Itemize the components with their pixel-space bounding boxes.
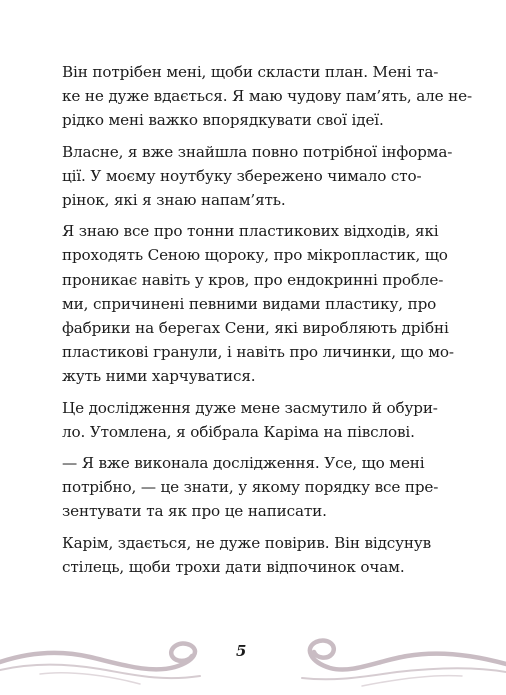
page-number: 5 <box>236 642 247 660</box>
text-line: пластикові гранули, і навіть про личинки, що мо- <box>62 343 454 362</box>
text-line: ми, спричинені певними видами пластику, про <box>62 294 437 313</box>
paragraph <box>62 219 452 388</box>
text-line: стілець, щоби трохи дати відпочинок очам. <box>62 557 405 576</box>
text-line: потрібно, — це знати, у якому порядку все пре- <box>62 478 439 497</box>
text-line: зентувати та як про це написати. <box>62 502 327 521</box>
text-line: рідко мені важко впорядкувати свої ідеї. <box>62 111 384 130</box>
left-swirl-ornament <box>0 612 215 692</box>
text-line: жуть ними харчуватися. <box>62 367 256 386</box>
text-line: фабрики на берегах Сени, які виробляють дрібні <box>62 319 449 338</box>
paragraph <box>62 396 452 444</box>
text-line: ке не дуже вдається. Я маю чудову пам’ять, але не- <box>62 87 472 106</box>
text-line: — Я вже виконала дослідження. Усе, що мені <box>62 454 425 473</box>
text-line: Карім, здається, не дуже повірив. Він відсунув <box>62 533 432 552</box>
paragraph <box>62 451 452 524</box>
right-swirl-ornament <box>292 612 506 692</box>
paragraph <box>62 140 452 213</box>
text-line: ло. Утомлена, я обібрала Каріма на півслові. <box>62 422 415 441</box>
paragraph <box>62 531 452 579</box>
paragraph <box>62 60 472 133</box>
text-line: Це дослідження дуже мене засмутило й обури- <box>62 398 438 417</box>
text-line: проходять Сеною щороку, про мікропластик, що <box>62 246 448 265</box>
text-line: рінок, які я знаю напам’ять. <box>62 191 286 210</box>
text-line: ції. У моєму ноутбуку збережено чимало сто- <box>62 166 422 185</box>
text-line: Я знаю все про тонни пластикових відходів, які <box>62 222 439 241</box>
text-line: Він потрібен мені, щоби скласти план. Мені та- <box>62 63 439 81</box>
body-text <box>62 60 472 581</box>
text-line: Власне, я вже знайшла повно потрібної інформа- <box>62 142 453 161</box>
text-line: проникає навіть у кров, про ендокринні пробле- <box>62 270 444 289</box>
